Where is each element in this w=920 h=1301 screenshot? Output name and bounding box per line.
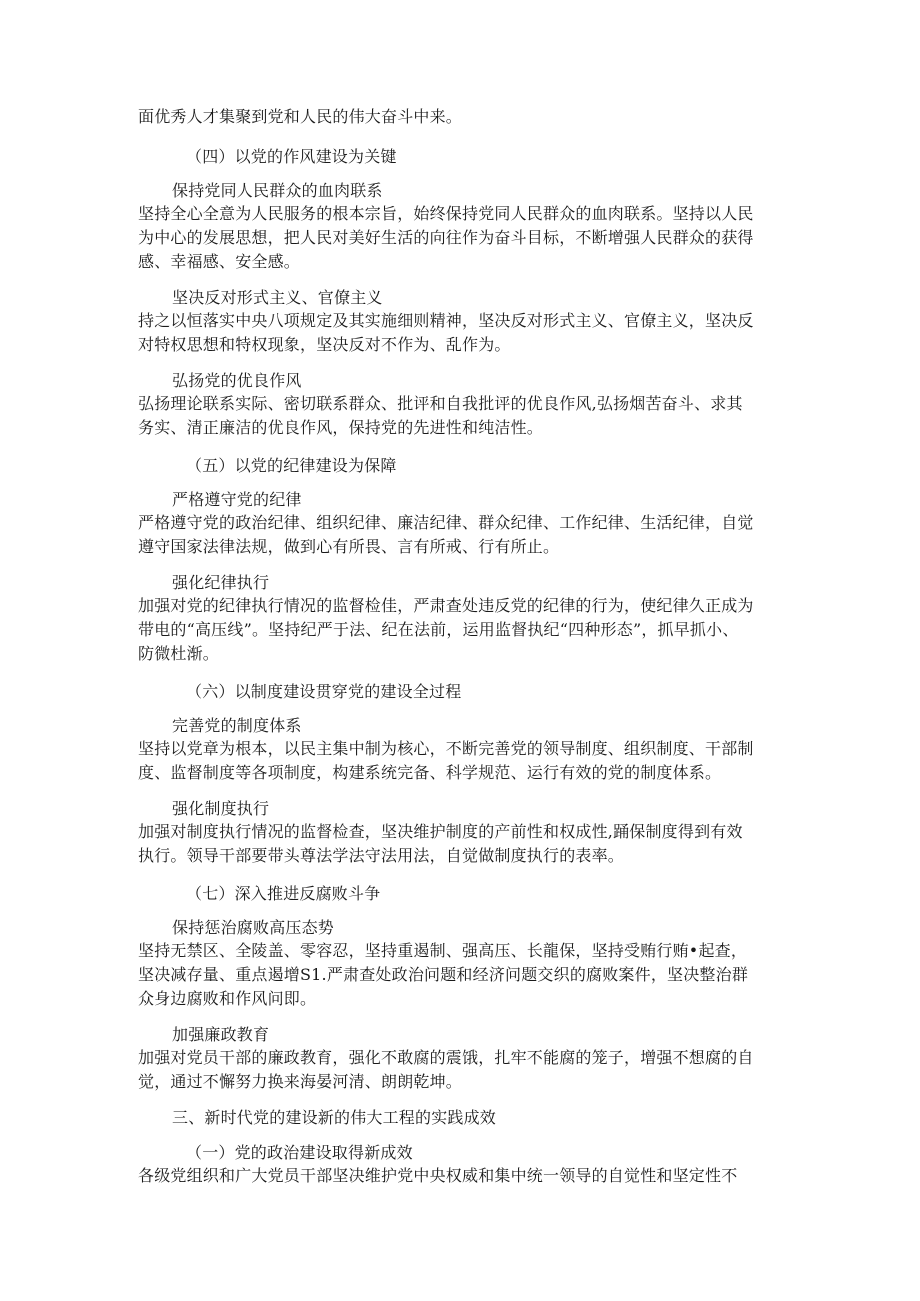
body-text-line: 度、监督制度等各项制度，构建系统完备、科学规范、运行有效的党的制度体系。: [138, 763, 722, 782]
body-text-line: 遵守国家法律法规，做到心有所畏、言有所戒、行有所止。: [138, 537, 560, 556]
body-text-line: 众身边腐败和作风问即。: [138, 989, 317, 1008]
body-text-line: 为中心的发展思想，把人民对美好生活的向往作为奋斗目标，不断增强人民群众的获得: [138, 228, 754, 247]
heading-line: （一）党的政治建设取得新成效: [186, 1143, 413, 1162]
heading-line: （六）以制度建设贯穿党的建设全过程: [186, 682, 462, 701]
heading-line: （四）以党的作风建设为关键: [186, 147, 397, 166]
heading-line: 强化纪律执行: [172, 573, 270, 592]
body-text-line: 带电的“高压线”。坚持纪严于法、纪在法前，运用监督执纪“四种形态”，抓早抓小、: [138, 620, 739, 639]
body-text-line: 各级党组织和广大党员干部坚决维护党中央权威和集中统一领导的自觉性和坚定性不: [138, 1166, 738, 1185]
body-text-line: 加强对党员干部的廉政教育，强化不敢腐的震饿，扎牢不能腐的笼子，增强不想腐的自: [138, 1048, 754, 1067]
body-text-line: 执行。领导干部要带头尊法学法守法用法，自觉做制度执行的表率。: [138, 846, 625, 865]
heading-line: 完善党的制度体系: [172, 716, 302, 735]
body-text-line: 感、幸福感、安全感。: [138, 252, 301, 271]
heading-line: 三、新时代党的建设新的伟大工程的实践成效: [172, 1108, 497, 1127]
body-text-line: 面优秀人才集聚到党和人民的伟大奋斗中来。: [138, 107, 463, 126]
heading-line: （七）深入推进反腐败斗争: [186, 884, 381, 903]
body-text-line: 加强对党的纪律执行情况的监督检佳，严肃查处违反党的纪律的行为，使纪律久正成为: [138, 596, 754, 615]
body-text-line: 持之以恒落实中央八项规定及其实施细则精神，坚决反对形式主义、官僚主义，坚决反: [138, 311, 754, 330]
heading-line: 加强廉政教育: [172, 1025, 270, 1044]
body-text-line: 觉，通过不懈努力换来海晏河清、朗朗乾坤。: [138, 1072, 463, 1091]
heading-line: 弘扬党的优良作风: [172, 371, 302, 390]
heading-line: 强化制度执行: [172, 799, 270, 818]
body-text-line: 严格遵守党的政治纪律、组织纪律、廉洁纪律、群众纪律、工作纪律、生活纪律，自觉: [138, 513, 754, 532]
body-text-line: 加强对制度执行情况的监督检查，坚决维护制度的产前性和权成性,踊保制度得到有效: [138, 822, 743, 841]
heading-line: 保持党同人民群众的血肉联系: [172, 181, 383, 200]
body-text-line: 弘扬理论联系实际、密切联系群众、批评和自我批评的优良作风,弘扬烟苦奋斗、求其: [138, 394, 743, 413]
body-text-line: 坚持全心全意为人民服务的根本宗旨，始终保持党同人民群众的血肉联系。坚持以人民: [138, 204, 754, 223]
heading-line: 保持惩治腐败高压态势: [172, 918, 335, 937]
heading-line: 严格遵守党的纪律: [172, 490, 302, 509]
heading-line: （五）以党的纪律建设为保障: [186, 456, 397, 475]
body-text-line: 务实、清正廉洁的优良作风，保持党的先进性和纯洁性。: [138, 418, 544, 437]
body-text-line: 坚决减存量、重点遏增S1.严肃查处政治问题和经济问题交织的腐败案件，坚决整治群: [138, 965, 749, 984]
body-text-line: 坚持以党章为根本，以民主集中制为核心，不断完善党的领导制度、组织制度、干部制: [138, 739, 754, 758]
body-text-line: 对特权思想和特权现象，坚决反对不作为、乱作为。: [138, 335, 511, 354]
heading-line: 坚决反对形式主义、官僚主义: [172, 288, 383, 307]
body-text-line: 坚持无禁区、全陵盖、零容忍，坚持重遏制、强高压、长龍保，坚持受贿行贿•起查，: [138, 941, 748, 960]
body-text-line: 防微杜渐。: [138, 644, 220, 663]
